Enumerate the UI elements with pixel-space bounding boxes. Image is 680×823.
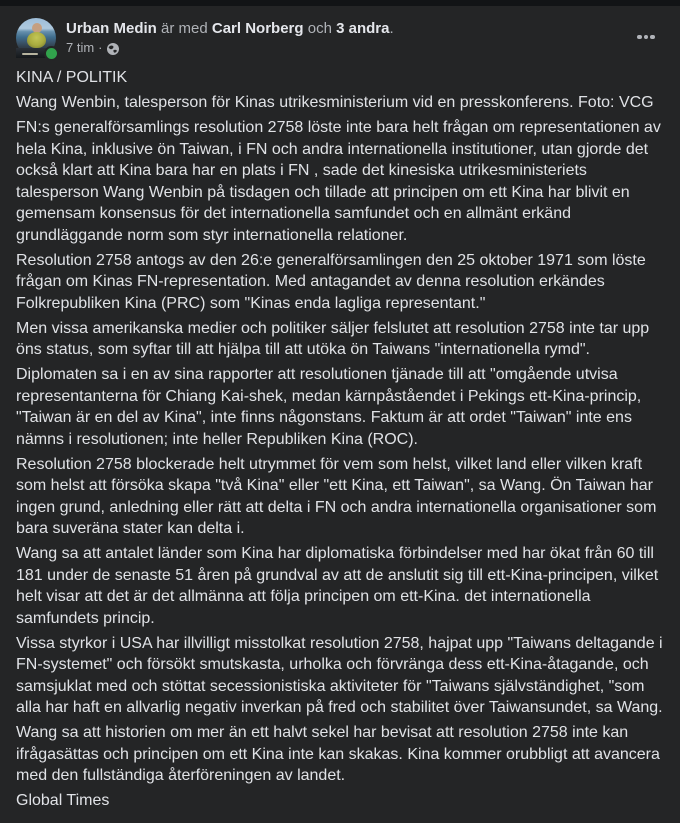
post-paragraph: Men vissa amerikanska medier och politiker säljer felslutet att resolution 2758 inte tar upp öns status, som syftar till att hjälpa till att utöka ön Taiwans "internationella rymd". <box>16 319 654 358</box>
post-byline-block <box>66 18 394 56</box>
post-paragraph: Resolution 2758 antogs av den 26:e generalförsamlingen den 25 oktober 1971 som löste frågan om Kinas FN-representation. Med antagandet av denna resolution erkändes Folkrepubliken Kina (PRC) som "Kinas enda lagliga representant." <box>16 251 651 312</box>
tagged-others-link[interactable]: 3 andra <box>336 20 390 37</box>
post-paragraph: Wang Wenbin, talesperson för Kinas utrikesministerium vid en presskonferens. Foto: VCG <box>16 94 654 111</box>
meta-separator: · <box>98 40 103 55</box>
byline-connector: och <box>303 20 337 37</box>
post-header <box>0 6 680 58</box>
ellipsis-dot <box>637 35 642 40</box>
ellipsis-dot <box>644 35 649 40</box>
post-paragraph: Global Times <box>16 792 110 809</box>
avatar-art-vest <box>27 32 46 48</box>
avatar-art-datestamp <box>22 53 38 55</box>
post-paragraph: Vissa styrkor i USA har illvilligt misstolkat resolution 2758, hajpat upp "Taiwans deltagande i FN-systemet" och försökt smutskasta, urholka och förvränga dess ett-Kina-åtagande, och samsjuklat med och stöttat secessionistiska aktiviteter för "Taiwans självständighet, "som alla har haft en allvarlig negativ inverkan på fred och stabilitet över Taiwansundet, sa Wang. <box>16 634 668 716</box>
post-paragraph: Wang sa att historien om mer än ett halvt sekel har bevisat att resolution 2758 inte kan ifrågasättas och principen om ett Kina inte kan skakas. Kina kommer orubbligt att avancera med den fullständiga återföreningen av landet. <box>16 724 665 784</box>
timestamp-link[interactable]: 7 tim <box>66 40 95 55</box>
post-paragraph: Diplomaten sa i en av sina rapporter att resolutionen tjänade till att "omgående utvisa representanterna för Chiang Kai-shek, medan kärnpåståendet i Pekings ett-Kina-princip, "Taiwan är en del av Kina", inte finns någonstans. Faktum är att ordet "Taiwan" inte ens nämns i resolutionen; inte heller Republiken Kina (ROC). <box>16 366 646 448</box>
post-paragraph: Resolution 2758 blockerade helt utrymmet för vem som helst, vilket land eller vilken kraft som helst att försöka skapa "två Kina" eller "ett Kina, ett Taiwan", sa Wang. Ön Taiwan har ingen grund, anledning eller rätt att delta i FN och andra internationella organisationer som bara suveräna stater kan delta i. <box>16 455 661 537</box>
post-content <box>0 58 680 823</box>
globe-public-icon <box>107 43 119 55</box>
post-paragraph: FN:s generalförsamlings resolution 2758 löste inte bara helt frågan om representationen av hela Kina, inklusive ön Taiwan, i FN och andra internationella institutioner, utan gjorde det också klart att Kina bara har en plats i FN , sade det kinesiska utrikesministeriets talesperson Wang Wenbin på tisdagen och tillade att principen om ett Kina har blivit en gemensam konsensus för det internationella samfundet och en allmänt erkänd grundläggande norm som styr internationella relationer. <box>16 119 666 244</box>
facebook-dark-page <box>0 6 680 809</box>
active-status-indicator <box>44 46 59 61</box>
ellipsis-dot <box>650 35 655 40</box>
avatar[interactable] <box>16 18 56 58</box>
post-meta <box>66 40 394 56</box>
post-card <box>0 6 680 823</box>
post-byline <box>66 19 394 38</box>
post-paragraph: KINA / POLITIK <box>16 69 128 86</box>
author-name-link[interactable]: Urban Medin <box>66 20 157 37</box>
post-paragraph: Wang sa att antalet länder som Kina har diplomatiska förbindelser med har ökat från 60 till 181 under de senaste 51 åren på grundval av att de anslutit sig till ett-Kina-principen, vilket helt visar att det är det allmänna att följa principen om ett-Kina. det internationella samfundets princip. <box>16 545 663 627</box>
byline-connector: är med <box>156 20 212 37</box>
tagged-friend-link[interactable]: Carl Norberg <box>211 20 304 37</box>
byline-period: . <box>389 20 394 37</box>
more-options-button[interactable] <box>628 19 664 55</box>
